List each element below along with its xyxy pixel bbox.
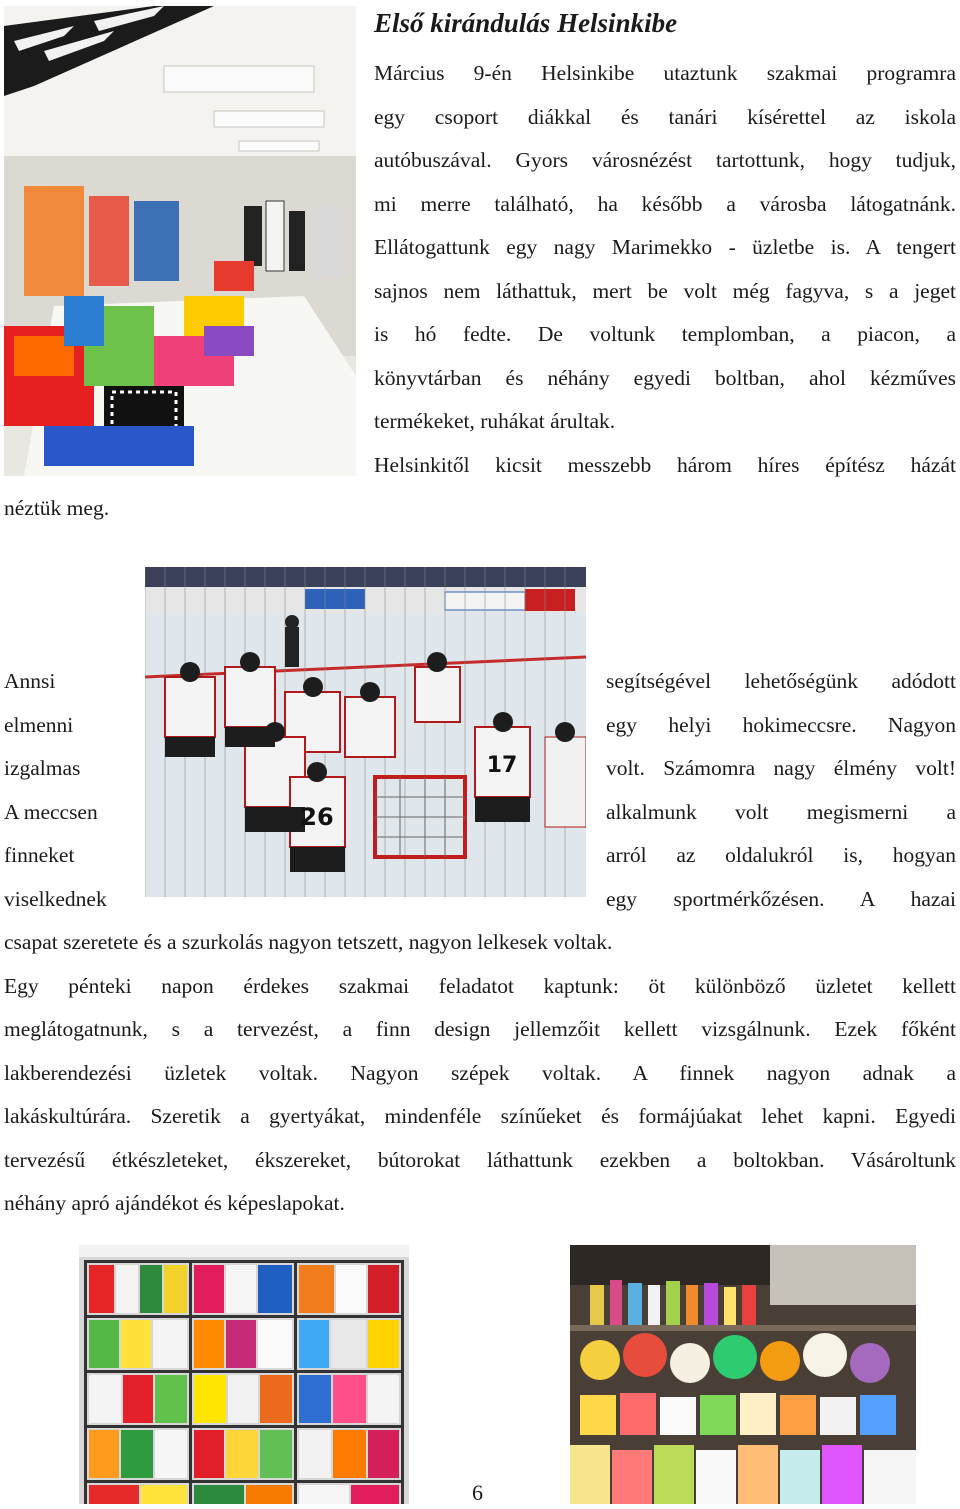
hockey-right-fragment: segítségével lehetőségünk adódott <box>606 669 956 693</box>
jersey-number: 26 <box>300 803 334 831</box>
intro-line: termékeket, ruhákat árultak. <box>374 409 616 433</box>
hockey-left-fragment: viselkednek <box>4 887 107 911</box>
intro-line: autóbuszával. Gyors városnézést tartottunk, hogy tudjuk, <box>374 148 956 172</box>
intro-line: könyvtárban és néhány egyedi boltban, ahol kézműves <box>374 366 956 390</box>
hockey-tail-line: csapat szeretete és a szurkolás nagyon tetszett, nagyon lelkesek voltak. <box>4 930 613 954</box>
friday-line: tervezésű étkészleteket, ékszereket, bútorokat láthattunk ezekben a boltokban. Vásároltunk <box>4 1148 956 1172</box>
candle-shop-photo <box>570 1245 916 1504</box>
intro-line: néztük meg. <box>4 496 110 520</box>
fabric-shelves-photo <box>79 1245 409 1504</box>
friday-line: Egy pénteki napon érdekes szakmai feladatot kaptunk: öt különböző üzletet kellett <box>4 974 956 998</box>
jersey-number: 17 <box>486 753 518 778</box>
intro-line: egy csoport diákkal és tanári kísérettel az iskola <box>374 105 956 129</box>
ice-hockey-photo <box>145 567 586 897</box>
intro-line: Ellátogattunk egy nagy Marimekko - üzletbe is. A tengert <box>374 235 956 259</box>
intro-line: sajnos nem láthattuk, mert be volt még fagyva, s a jeget <box>374 279 956 303</box>
friday-line: néhány apró ajándékot és képeslapokat. <box>4 1191 345 1215</box>
intro-line: is hó fedte. De voltunk templomban, a piacon, a <box>374 322 956 346</box>
intro-line: Helsinkitől kicsit messzebb három híres építész házát <box>374 453 956 477</box>
friday-line: lakáskultúrára. Szeretik a gyertyákat, mindenféle színűeket és formájúakat lehet kapni. Egyedi <box>4 1104 956 1128</box>
hockey-right-fragment: arról az oldalukról is, hogyan <box>606 843 956 867</box>
intro-line: Március 9-én Helsinkibe utaztunk szakmai programra <box>374 61 956 85</box>
hockey-left-fragment: elmenni <box>4 713 74 737</box>
hockey-left-fragment: Annsi <box>4 669 56 693</box>
hockey-left-fragment: finneket <box>4 843 75 867</box>
friday-line: lakberendezési üzletek voltak. Nagyon szépek voltak. A finnek nagyon adnak a <box>4 1061 956 1085</box>
marimekko-store-photo <box>4 6 356 476</box>
hockey-left-fragment: A meccsen <box>4 800 98 824</box>
hockey-right-fragment: alkalmunk volt megismerni a <box>606 800 956 824</box>
hockey-right-fragment: egy sportmérkőzésen. A hazai <box>606 887 956 911</box>
hockey-right-fragment: egy helyi hokimeccsre. Nagyon <box>606 713 956 737</box>
article-title: Első kirándulás Helsinkibe <box>374 8 678 38</box>
hockey-left-fragment: izgalmas <box>4 756 81 780</box>
page-number: 6 <box>472 1480 483 1505</box>
hockey-right-fragment: volt. Számomra nagy élmény volt! <box>606 756 956 780</box>
intro-line: mi merre található, ha később a városba látogatnánk. <box>374 192 956 216</box>
friday-line: meglátogatnunk, s a tervezést, a finn design jellemzőit kellett vizsgálnunk. Ezek főként <box>4 1017 956 1041</box>
